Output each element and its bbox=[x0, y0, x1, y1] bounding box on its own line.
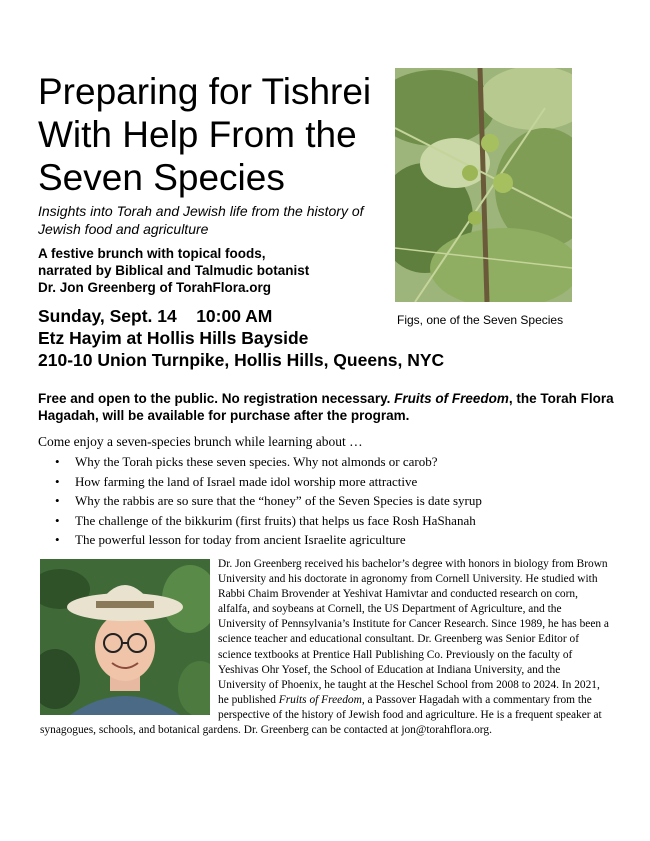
brunch-line: A festive brunch with topical foods, bbox=[38, 246, 266, 261]
notice-text-end: , the Torah Flora Hagadah, will be available for purchase after the program. bbox=[38, 391, 614, 423]
title-line: Preparing for Tishrei bbox=[38, 71, 372, 112]
title-line: Seven Species bbox=[38, 157, 285, 198]
list-item: • Why the rabbis are so sure that the “honey” of the Seven Species is date syrup bbox=[55, 491, 482, 511]
speaker-bio bbox=[40, 557, 610, 738]
notice-text: Free and open to the public. No registration necessary. bbox=[38, 391, 395, 406]
topics-list bbox=[55, 452, 482, 550]
brunch-line: Dr. Jon Greenberg of TorahFlora.org bbox=[38, 280, 272, 295]
list-item: • Why the Torah picks these seven species. Why not almonds or carob? bbox=[55, 452, 482, 472]
brunch-line: narrated by Biblical and Talmudic botanist bbox=[38, 263, 310, 278]
event-details bbox=[38, 305, 444, 371]
bio-text-end: a Passover Hagadah with a commentary from the perspective of the history of Jewish food and agriculture. He is a frequent speaker at synagogues, schools, and botanical gardens. Dr. Greenberg can be contacted at jon@torahflora.org. bbox=[40, 693, 602, 737]
event-datetime: Sunday, Sept. 14 10:00 AM bbox=[38, 306, 273, 326]
admission-notice bbox=[38, 390, 618, 424]
bio-text: Dr. Jon Greenberg received his bachelor’s degree with honors in biology from Brown University and his doctorate in agronomy from Cornell University. He studied with Rabbi Chaim Brovender at Yeshivat Hamivtar and conducted research on corn, alfalfa, and soybeans at Cornell, the US Department of Agriculture, and the University of Pennsylvania’s Institute for Cancer Research. Since 1989, he has been a science teacher and educational consultant. Dr. Greenberg was Senior Editor of science textbooks at Prentice Hall Publishing Co. Previously on the faculty of Yeshivas Ohr Yosef, the School of Education at Indiana University, and the University of Phoenix, he taught at the Heschel School from 2008 to 2024. In 2021, he published bbox=[218, 558, 609, 706]
book-title: Fruits of Freedom bbox=[394, 391, 509, 406]
list-item: • How farming the land of Israel made idol worship more attractive bbox=[55, 472, 482, 492]
photo-caption: Figs, one of the Seven Species bbox=[397, 313, 564, 327]
topics-intro: Come enjoy a seven-species brunch while learning about … bbox=[38, 434, 363, 449]
list-item: • The challenge of the bikkurim (first fruits) that helps us face Rosh HaShanah bbox=[55, 511, 482, 531]
flyer-subtitle: Insights into Torah and Jewish life from the history of Jewish food and agriculture bbox=[38, 203, 364, 237]
bio-book-title: Fruits of Freedom, bbox=[278, 693, 365, 706]
event-venue: Etz Hayim at Hollis Hills Bayside bbox=[38, 328, 309, 348]
title-line: With Help From the bbox=[38, 114, 357, 155]
brunch-description bbox=[38, 245, 398, 296]
list-item: • The powerful lesson for today from ancient Israelite agriculture bbox=[55, 530, 482, 550]
event-address: 210-10 Union Turnpike, Hollis Hills, Queens, NYC bbox=[38, 350, 445, 370]
portrait-space bbox=[40, 557, 218, 715]
fig-tree-photo bbox=[395, 68, 572, 302]
flyer-title bbox=[38, 70, 398, 199]
